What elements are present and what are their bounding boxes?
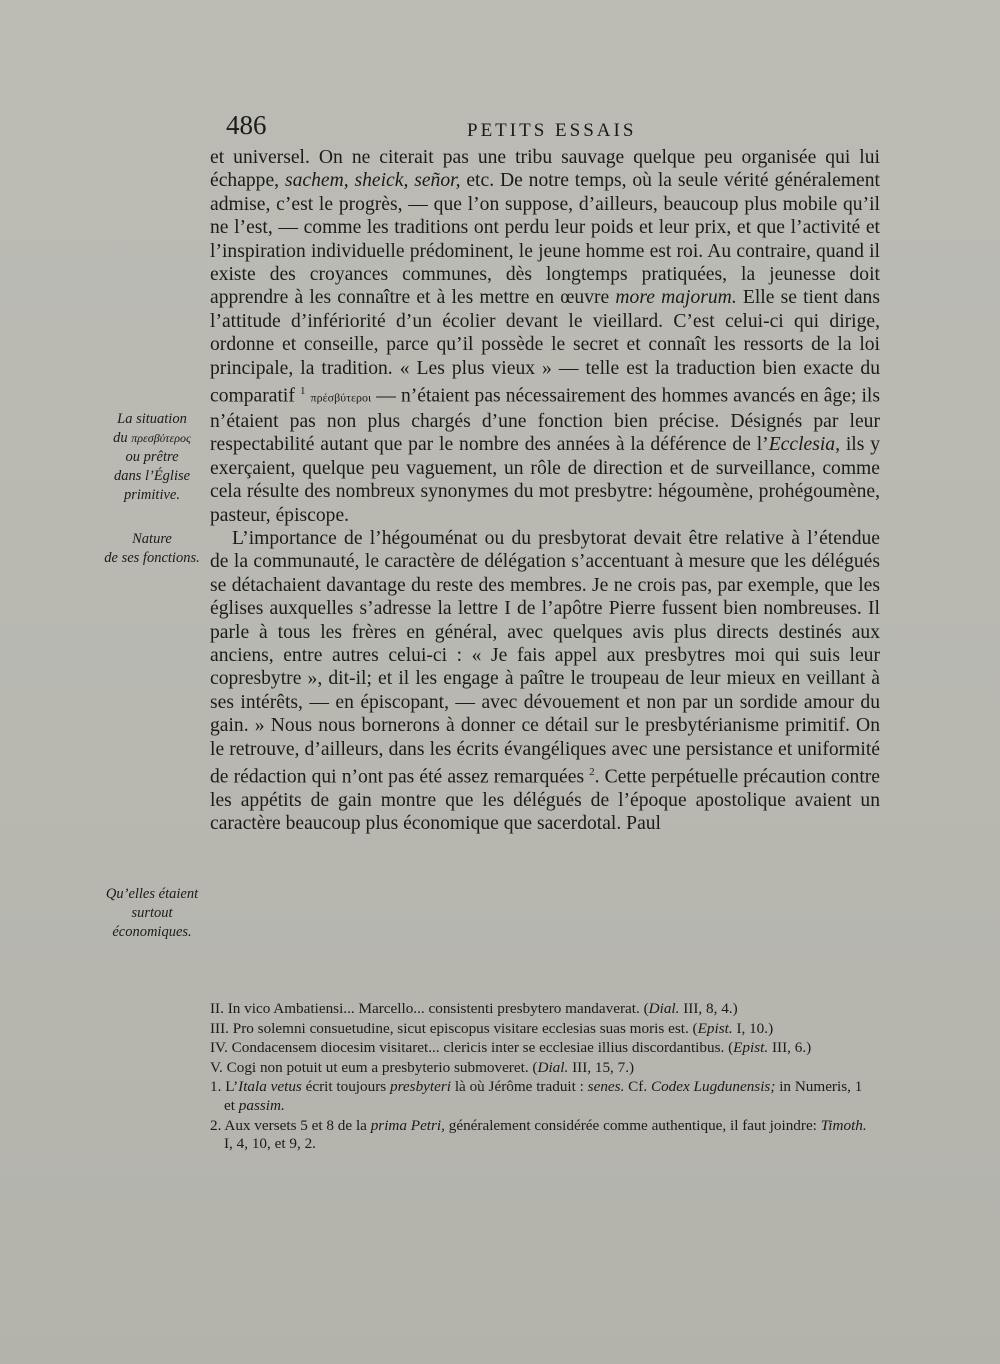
margin-line: Nature — [132, 531, 172, 547]
margin-line: Qu’elles étaient — [105, 886, 199, 902]
margin-word: du — [113, 430, 128, 446]
italic-run: Epist. — [733, 1039, 769, 1057]
footnote-III — [200, 1020, 872, 1039]
footnote-ref-2: 2 — [589, 766, 595, 779]
text-run: Elle se tient dans l’attitude d’infériorité d’un écolier devant le vieillard. C’est celui-ci qui dirige, ordonne et conseille, parce qu’il possède le secret et connaît les ressorts de la loi principale, la tradition. « Les plus vieux » — telle est la traduction bien exacte du comparatif — [210, 287, 880, 407]
footnote-text: III, 8, 4.) — [679, 1000, 738, 1017]
footnote-V — [200, 1059, 872, 1078]
margin-line: dans l’Église — [113, 468, 191, 484]
text-run: et universel. On ne citerait pas une tribu sauvage quelque peu organisée qui lui échappe, — [210, 147, 880, 192]
footnote-text: I, 4, 10, et 9, 2. — [224, 1135, 316, 1153]
margin-line: primitive. — [124, 487, 180, 503]
margin-line: ou prêtre — [125, 449, 179, 465]
text-run: . Cette perpétuelle précaution contre les appétits de gain montre que les délégués de l’époque apostolique avaient un caractère beaucoup plus économique que sacerdotal. Paul — [210, 766, 880, 835]
footnote-text: Aux versets 5 et 8 de la — [221, 1116, 371, 1134]
italic-run: Itala vetus — [238, 1078, 302, 1096]
italic-run: Codex Lugdunensis; — [650, 1078, 776, 1096]
text-run: — n’étaient pas nécessairement des hommes avancés en âge; ils n’étaient pas non plus chargés d’une fonction bien précise. Désignés par leur respectabilité autant que par le nombre des années à la déférence de l’ — [210, 385, 880, 456]
footnote-text: Cogi non potuit ut eum a presbyterio submoveret. ( — [222, 1058, 538, 1076]
page-number: 486 — [226, 110, 267, 140]
footnote-number: IV. — [210, 1039, 228, 1057]
text-run: L’importance de l’hégouménat ou du presbytorat devait être relative à l’étendue de la communauté, le caractère de délégation s’accentuant à mesure que les délégués se détachaient davantage du reste des membres. Je ne crois pas, par exemple, que les églises auxquelles s’adresse la lettre I de l’apôtre Pierre fussent bien nombreuses. Il parle à tous les frères en général, avec quelques avis plus directs destinés aux anciens, entre autres celui-ci : « Je fais appel aux presbytres moi qui suis leur copresbytre », dit-il; et il les engage à paître le troupeau de leur mieux en veillant à ses intérêts, — en épiscopant, — avec dévouement et non par un sordide amour du gain. » Nous nous bornerons à donner ce détail sur le presbytérianisme primitif. On le retrouve, d’ailleurs, dans les écrits évangéliques avec une persistance et uniformité de rédaction qui n’ont pas été assez remarquées — [210, 528, 880, 788]
footnote-ref-1: 1 — [299, 385, 306, 398]
margin-note-economiques — [96, 885, 208, 942]
margin-note-situation — [96, 410, 208, 505]
paragraph-2 — [210, 527, 880, 836]
footnote-text: In vico Ambatiensi... Marcello... consistenti presbytero mandaverat. ( — [223, 1000, 649, 1017]
footnote-text: écrit toujours — [301, 1078, 390, 1096]
footnote-text: III, 15, 7.) — [568, 1058, 635, 1076]
footnote-text: III, 6.) — [768, 1039, 812, 1057]
footnote-text: généralement considérée comme authentique, il faut joindre: — [444, 1116, 821, 1134]
footnote-IV — [200, 1039, 872, 1058]
text-run: etc. De notre temps, où la seule vérité généralement admise, c’est le progrès, — que l’on suppose, d’ailleurs, beaucoup plus mobile qu’il ne l’est, — comme les traditions ont perdu leur poids et leur prix, et que l’activité et l’inspiration individuelle prédominent, le jeune homme est roi. Au contraire, quand il existe des croyances communes, dès longtemps pratiquées, la jeunesse doit apprendre à les connaître et à les mettre en œuvre — [210, 170, 880, 309]
main-text-block — [210, 146, 880, 836]
margin-line: économiques. — [112, 924, 192, 940]
footnote-1 — [200, 1078, 872, 1115]
italic-run: sachem, sheick, señor, — [284, 170, 461, 192]
italic-run: prima Petri, — [370, 1116, 445, 1134]
italic-run: passim. — [238, 1096, 285, 1114]
footnote-text: in Numeris, 1 et — [224, 1078, 863, 1114]
footnote-number: V. — [210, 1058, 223, 1076]
footnote-number: III. — [210, 1019, 229, 1037]
footnote-text: Pro solemni consuetudine, sicut episcopus visitare ecclesias suas moris est. ( — [228, 1019, 698, 1037]
footnote-text: là où Jérôme traduit : — [451, 1078, 588, 1096]
page-header — [0, 110, 1000, 144]
greek-word: πρέσβύτεροι — [310, 390, 372, 405]
margin-line: La situation — [117, 411, 187, 427]
italic-run: Dial. — [537, 1058, 569, 1076]
italic-run: more majorum. — [615, 287, 737, 309]
italic-run: senes. — [587, 1078, 625, 1096]
footnote-text: L’ — [221, 1078, 239, 1096]
margin-line: surtout — [131, 905, 173, 921]
footnote-II — [200, 1000, 872, 1019]
footnote-text: Condacensem diocesim visitaret... clericis inter se ecclesiae illius discordantibus. ( — [227, 1039, 734, 1057]
margin-line: de ses fonctions. — [104, 550, 200, 566]
footnotes-block — [200, 1000, 872, 1155]
footnote-text: I, 10.) — [732, 1019, 774, 1037]
margin-note-nature — [96, 530, 208, 568]
italic-run: presbyteri — [389, 1078, 452, 1096]
italic-run: Ecclesia, — [768, 434, 840, 456]
italic-run: Epist. — [697, 1019, 733, 1037]
margin-line — [96, 429, 208, 448]
footnote-text: Cf. — [624, 1078, 651, 1096]
footnote-2 — [200, 1117, 872, 1154]
footnote-number: 1. — [210, 1078, 222, 1096]
footnote-number: 2. — [210, 1116, 222, 1134]
greek-word: πρεσβύτερος — [131, 431, 191, 445]
italic-run: Dial. — [648, 1000, 680, 1017]
running-title: PETITS ESSAIS — [467, 120, 637, 141]
text-run: ils y exerçaient, quelque peu vaguement, un rôle de direction et de surveillance, comme cela résulte des nombreux synonymes du mot presbytre: hégoumène, prohégoumène, pasteur, épiscope. — [210, 434, 880, 526]
paragraph-1 — [210, 146, 880, 527]
italic-run: Timoth. — [820, 1116, 867, 1134]
footnote-number: II. — [210, 1000, 224, 1017]
